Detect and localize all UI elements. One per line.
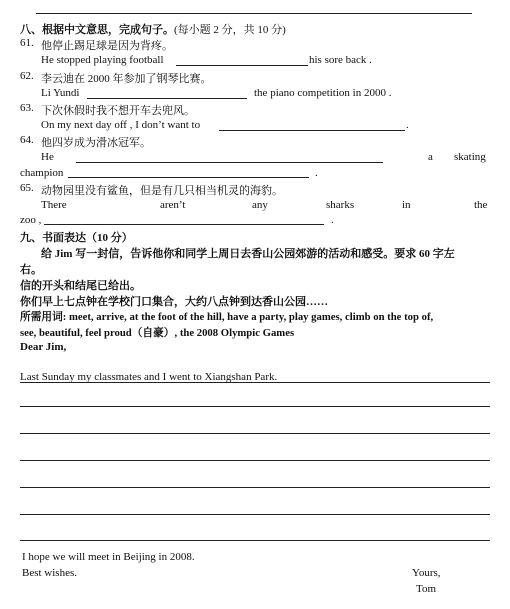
q61-blank[interactable] [176, 65, 308, 66]
q62-number: 62. [20, 70, 34, 82]
q63-number: 63. [20, 102, 34, 114]
writing-line-2[interactable] [20, 406, 490, 407]
letter-greeting: Dear Jim, [20, 341, 67, 353]
q61-english-a: He stopped playing football [41, 54, 164, 66]
q64-word-he: He [41, 151, 54, 163]
q64-period: . [315, 167, 318, 179]
q64-number: 64. [20, 134, 34, 146]
q65-word-any: any [252, 199, 268, 211]
q65-word-sharks: sharks [326, 199, 355, 211]
section9-header: 九、书面表达（10 分） [20, 232, 133, 244]
q63-english-a: On my next day off , I don’t want to [41, 119, 201, 131]
q64-word-a: a [428, 151, 433, 163]
section9-word-list-2: see, beautiful, feel proud（自豪）, the 2008 Olympic Games [20, 327, 295, 339]
q65-blank[interactable] [44, 224, 324, 225]
section8-header: 八、根据中文意思，完成句子。(每小题 2 分，共 10 分) [20, 24, 286, 36]
letter-closing-hope: I hope we will meet in Beijing in 2008. [22, 551, 195, 563]
q61-chinese: 他停止踢足球是因为背疼。 [41, 40, 173, 52]
section9-instruction-2: 右。 [20, 264, 42, 276]
q65-word-there: There [41, 199, 67, 211]
q63-english-b: . [406, 119, 409, 131]
section9-word-list-1: 所需用词: meet, arrive, at the foot of the hill, have a party, play games, climb on the top of, [20, 311, 434, 323]
q65-number: 65. [20, 182, 34, 194]
letter-sign-yours: Yours, [412, 567, 441, 579]
top-rule [36, 13, 472, 14]
q65-word-the: the [474, 199, 488, 211]
q62-chinese: 李云迪在 2000 年参加了钢琴比赛。 [41, 73, 212, 85]
q62-blank[interactable] [87, 98, 247, 99]
q64-word-champion: champion [20, 167, 64, 179]
q64-blank-2[interactable] [68, 177, 309, 178]
letter-first-line: Last Sunday my classmates and I went to Xiangshan Park. [20, 371, 278, 383]
q61-number: 61. [20, 37, 34, 49]
writing-line-4[interactable] [20, 460, 490, 461]
writing-line-3[interactable] [20, 433, 490, 434]
q65-word-arent: aren’t [160, 199, 186, 211]
q62-english-a: Li Yundi [41, 87, 80, 99]
writing-line-5[interactable] [20, 487, 490, 488]
letter-sign-name: Tom [416, 583, 437, 595]
q63-blank[interactable] [219, 130, 405, 131]
q65-word-in: in [402, 199, 411, 211]
writing-line-7[interactable] [20, 540, 490, 541]
q65-period: . [331, 214, 334, 226]
q61-english-b: his sore back . [309, 54, 372, 66]
q65-word-zoo: zoo , [20, 214, 42, 226]
q64-chinese: 他四岁成为滑冰冠军。 [41, 137, 151, 149]
q62-english-b: the piano competition in 2000 . [254, 87, 392, 99]
q64-word-skating: skating [454, 151, 486, 163]
letter-closing-wishes: Best wishes. [22, 567, 77, 579]
q64-blank-1[interactable] [76, 162, 383, 163]
section9-instruction-4: 你们早上七点钟在学校门口集合，大约八点钟到达香山公园…… [20, 296, 328, 308]
q65-chinese: 动物园里没有鲨鱼，但是有几只相当机灵的海豹。 [41, 185, 283, 197]
writing-line-6[interactable] [20, 514, 490, 515]
section9-instruction-3: 信的开头和结尾已给出。 [20, 280, 141, 292]
q63-chinese: 下次休假时我不想开车去兜风。 [41, 105, 195, 117]
section9-instruction-1: 给 Jim 写一封信，告诉他你和同学上周日去香山公园郊游的活动和感受。要求 60 字左 [41, 248, 455, 260]
writing-line-1[interactable] [20, 382, 490, 383]
